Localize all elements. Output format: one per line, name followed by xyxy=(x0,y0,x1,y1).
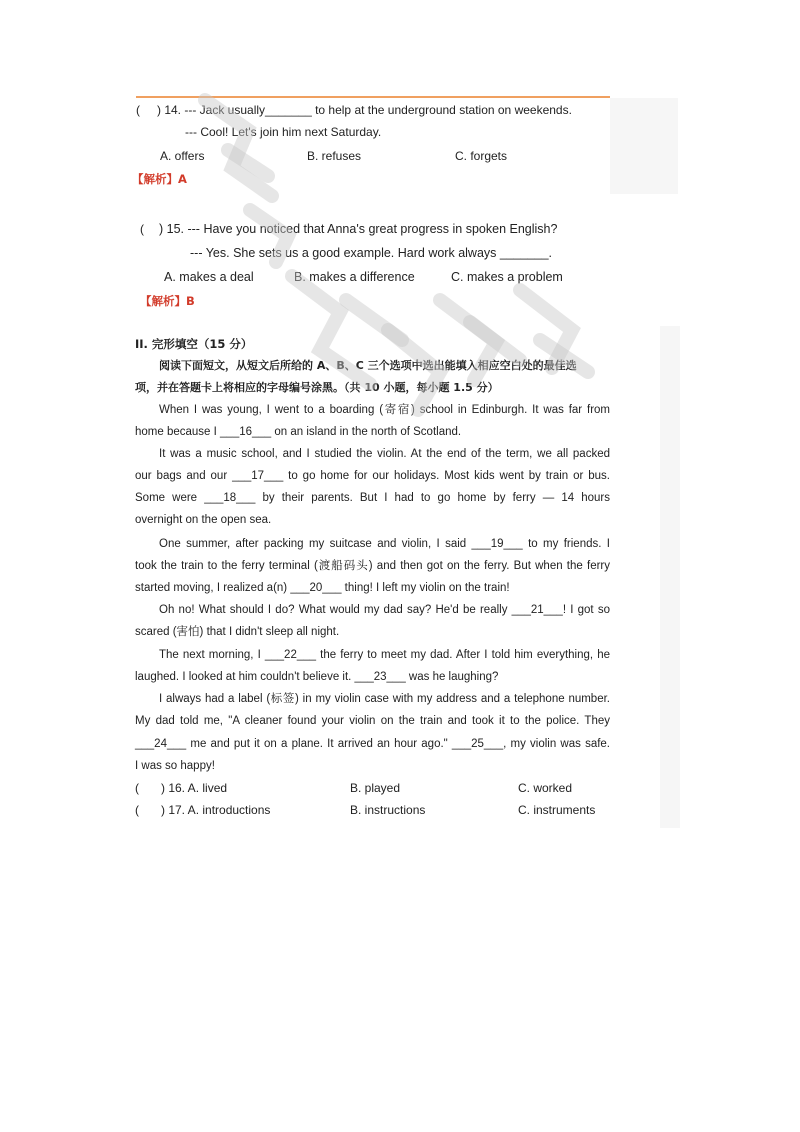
option-b: B. instructions xyxy=(350,803,426,817)
option-c: C. worked xyxy=(518,781,573,795)
question-14-reply: --- Cool! Let's join him next Saturday. xyxy=(185,125,382,139)
passage-line: overnight on the open sea. xyxy=(135,514,272,526)
passage-line: laughed. I looked at him couldn't believe it. ___23___ was he laughing? xyxy=(135,671,499,683)
answer-paren: ( xyxy=(140,222,144,236)
option-a: A. makes a deal xyxy=(164,270,254,284)
section-instruction: 阅读下面短文，从短文后所给的 A、B、C 三个选项中选出能填入相应空白处的最佳选 xyxy=(159,359,577,372)
passage-line: It was a music school, and I studied the violin. At the end of the term, we all packed xyxy=(159,448,610,460)
answer-paren: ( xyxy=(135,803,139,817)
passage-line: My dad told me, "A cleaner found your violin on the train and took it to the police. They xyxy=(135,715,610,727)
passage-line: home because I ___16___ on an island in the north of Scotland. xyxy=(135,426,462,438)
passage-line: When I was young, I went to a boarding (寄宿) school in Edinburgh. It was far from xyxy=(159,404,610,416)
option-c: C. makes a problem xyxy=(451,270,563,284)
section-instruction: 项，并在答题卡上将相应的字母编号涂黑。（共 10 小题，每小题 1.5 分） xyxy=(135,381,499,394)
section-title: II. 完形填空（15 分） xyxy=(135,337,253,351)
option-b: B. refuses xyxy=(307,149,362,163)
answer-paren: ( xyxy=(136,103,140,117)
question-15-reply: --- Yes. She sets us a good example. Hard work always _______. xyxy=(190,246,553,260)
passage-line: scared (害怕) that I didn't sleep all night. xyxy=(135,626,340,638)
passage-line: I was so happy! xyxy=(135,760,215,772)
scan-shadow-strip xyxy=(610,98,678,194)
option-a: A. offers xyxy=(160,149,205,163)
passage-line: One summer, after packing my suitcase and violin, I said ___19___ to my friends. I xyxy=(159,538,610,550)
option-b: B. played xyxy=(350,781,401,795)
question-17-stem: ) 17. A. introductions xyxy=(161,803,271,817)
option-b: B. makes a difference xyxy=(294,270,415,284)
option-c: C. instruments xyxy=(518,803,596,817)
passage-line: started moving, I realized a(n) ___20___ thing! I left my violin on the train! xyxy=(135,582,510,594)
passage-line: Some were ___18___ by their parents. But I had to go home by ferry — 14 hours xyxy=(135,492,610,504)
passage-line: Oh no! What should I do? What would my dad say? He'd be really ___21___! I got so xyxy=(159,604,610,616)
passage-line: our bags and our ___17___ to go home for our holidays. Most kids went by train or bus. xyxy=(135,470,610,482)
header-rule xyxy=(136,96,610,98)
passage-line: The next morning, I ___22___ the ferry to meet my dad. After I told him everything, he xyxy=(159,649,610,661)
scan-shadow-strip xyxy=(660,326,680,828)
passage-line: took the train to the ferry terminal (渡船码头) and then got on the ferry. But when the ferry xyxy=(135,560,610,572)
answer-paren: ( xyxy=(135,781,139,795)
question-16-stem: ) 16. A. lived xyxy=(161,781,228,795)
answer-explanation: 【解析】B xyxy=(140,294,195,308)
passage-line: I always had a label (标签) in my violin case with my address and a telephone number. xyxy=(159,693,610,705)
passage-line: ___24___ me and put it on a plane. It arrived an hour ago." ___25___, my violin was safe. xyxy=(135,738,610,750)
question-15-stem: ) 15. --- Have you noticed that Anna's great progress in spoken English? xyxy=(159,222,558,236)
answer-explanation: 【解析】A xyxy=(132,172,187,186)
question-14-stem: ) 14. --- Jack usually_______ to help at the underground station on weekends. xyxy=(157,103,572,117)
option-c: C. forgets xyxy=(455,149,508,163)
